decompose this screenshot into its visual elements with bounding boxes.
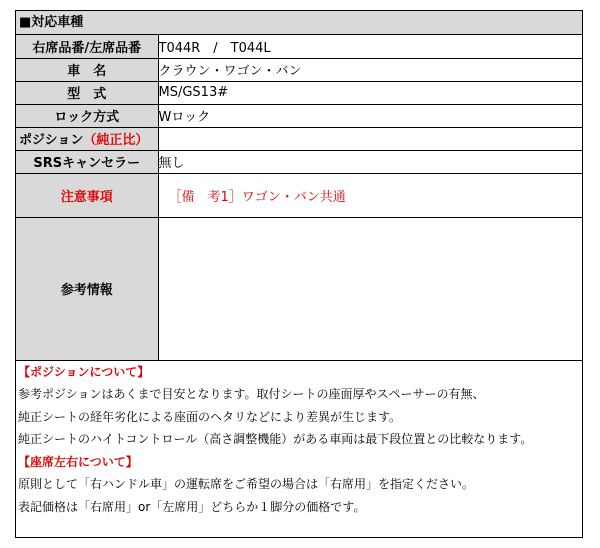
- row-model-type: [16, 81, 582, 104]
- position-label-note: （純正比）: [83, 133, 149, 148]
- model-type-value: MS/GS13#: [158, 81, 582, 104]
- spec-table: [16, 35, 582, 361]
- position-value: [158, 127, 582, 150]
- position-notes-heading: 【ポジションについて】: [18, 364, 150, 379]
- row-caution: [16, 173, 582, 217]
- reference-label: 参考情報: [16, 217, 158, 360]
- section-header: ■対応車種: [16, 11, 582, 35]
- notes-section: [16, 361, 582, 519]
- part-number-value: T044R / T044L: [158, 35, 582, 58]
- compatibility-sheet: [15, 10, 583, 538]
- model-name-label: 車 名: [16, 58, 158, 81]
- row-model-name: [16, 58, 582, 81]
- caution-label: 注意事項: [16, 173, 158, 217]
- srs-label: SRSキャンセラー: [16, 150, 158, 173]
- part-number-label: 右席品番/左席品番: [16, 35, 158, 58]
- lock-type-value: Wロック: [158, 104, 582, 127]
- seat-notes-heading: 【座席左右について】: [18, 454, 138, 469]
- row-position: [16, 127, 582, 150]
- position-note-line: 純正シートのハイトコントロール（高さ調整機能）がある車両は最下段位置との比較なります。: [18, 432, 533, 446]
- position-label: [16, 127, 158, 150]
- position-note-line: 純正シートの経年劣化による座面のヘタリなどにより差異が生じます。: [18, 409, 402, 424]
- srs-value: 無し: [158, 150, 582, 173]
- row-lock-type: [16, 104, 582, 127]
- row-reference: [16, 217, 582, 360]
- reference-value: [158, 217, 582, 360]
- seat-note-line: 原則として「右ハンドル車」の運転席をご希望の場合は「右席用」を指定ください。: [18, 477, 475, 491]
- model-name-value: クラウン・ワゴン・バン: [158, 58, 582, 81]
- row-part-number: [16, 35, 582, 58]
- position-label-text: ポジション: [19, 133, 84, 148]
- position-note-line: 参考ポジションはあくまで目安となります。取付シートの座面厚やスペーサーの有無、: [18, 387, 485, 401]
- caution-value: ［備 考1］ワゴン・バン共通: [158, 173, 582, 217]
- row-srs: [16, 150, 582, 173]
- seat-note-line: 表記価格は「右席用」or「左席用」どちらか１脚分の価格です。: [18, 499, 366, 514]
- model-type-label: 型 式: [16, 81, 158, 104]
- lock-type-label: ロック方式: [16, 104, 158, 127]
